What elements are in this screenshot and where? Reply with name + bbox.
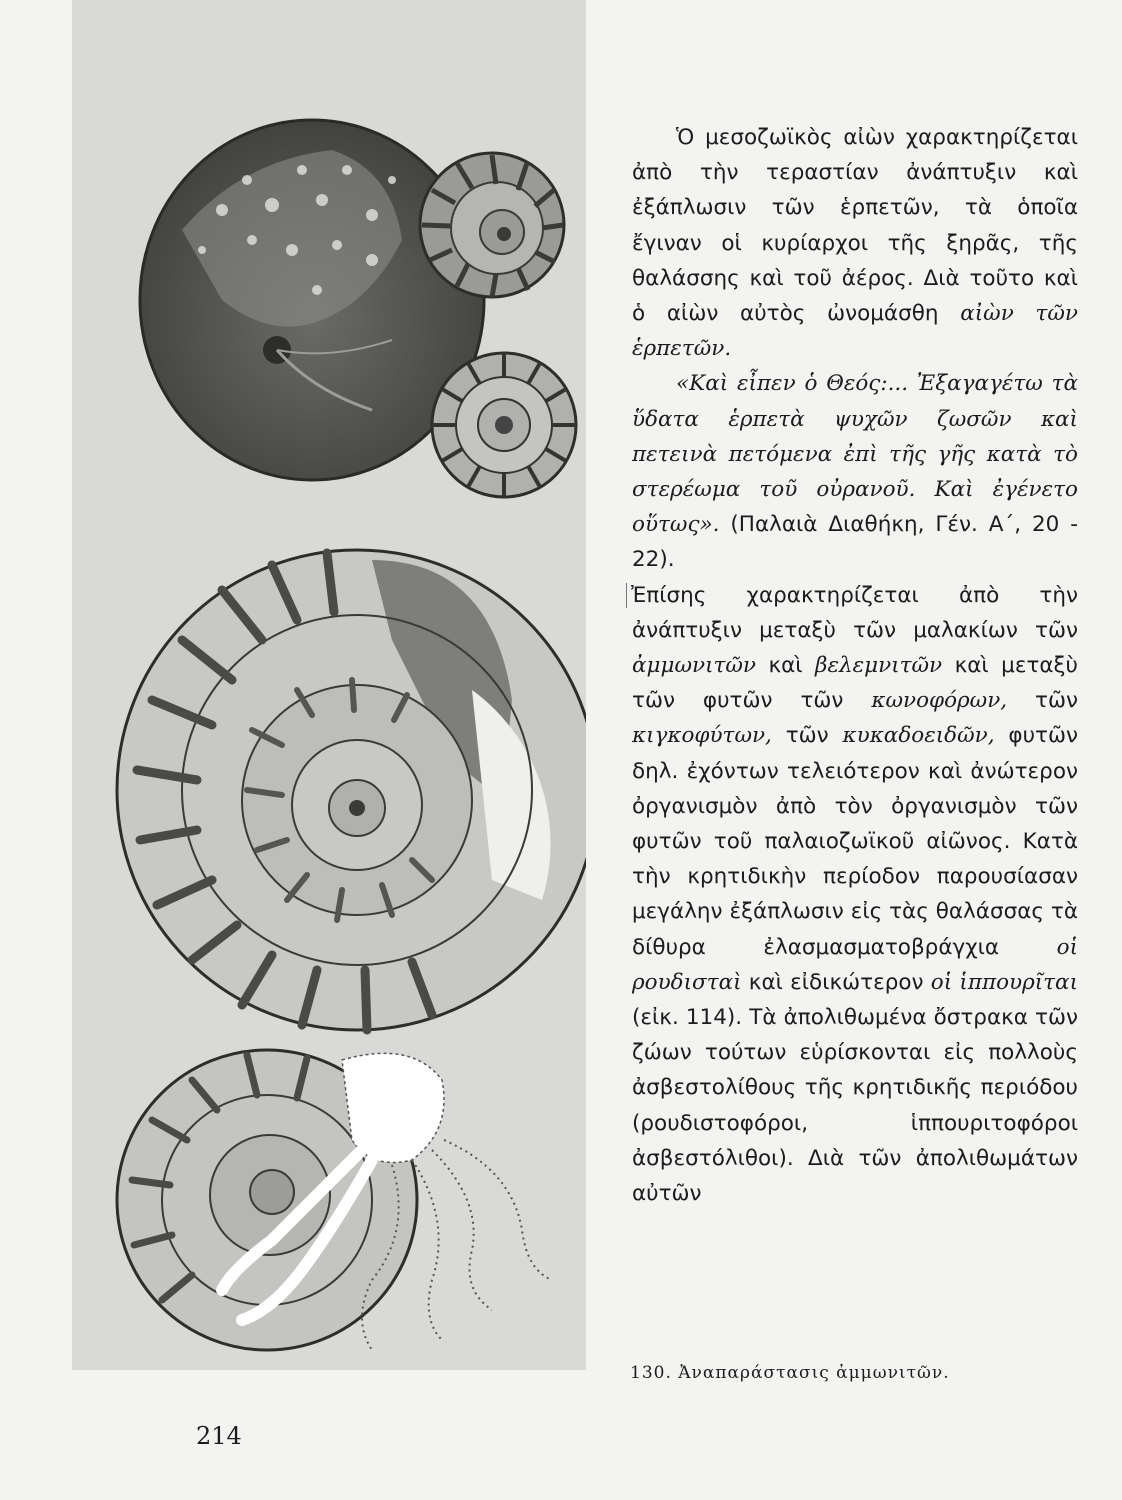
cycads-term: κυκαδοειδῶν, <box>842 723 995 749</box>
genesis-quote: «Καὶ εἶπεν ὁ Θεός:... Ἐξαγαγέτω τὰ ὕδατα ἑρπετὰ ψυχῶν ζωσῶν καὶ πετεινὰ πετόμενα ἐπὶ τῆς γῆς κατὰ τὸ στερέωμα τοῦ οὐρανοῦ. Καὶ ἐγένετο οὕτως». <box>632 371 1078 538</box>
page-number: 214 <box>196 1422 242 1450</box>
paragraph-text: τῶν <box>771 723 843 749</box>
reconstructed-ammonite <box>117 1050 552 1350</box>
genesis-reference: (Παλαιὰ Διαθήκη, Γέν. Α΄, 20 - 22). <box>632 512 1078 573</box>
paragraph-text: καὶ μεταξὺ τῶν φυτῶν τῶν <box>632 653 1078 714</box>
paragraph-genesis-quote <box>632 366 1078 577</box>
ammonites-term: ἀμμωνιτῶν <box>632 653 756 679</box>
rudists-term: οἱ ρουδισταὶ <box>632 934 1078 995</box>
fossil-plate <box>72 0 586 1370</box>
figure-caption: 130. Ἀναπαράστασις ἀμμωνιτῶν. <box>630 1363 950 1383</box>
paragraph-text: Ὁ μεσοζωϊκὸς αἰὼν χαρακτηρίζεται ἀπὸ τὴν τεραστίαν ἀνάπτυξιν καὶ ἐξάπλωσιν τῶν ἑρπετῶν, τὰ ὁποῖα ἔγιναν οἱ κυρίαρχοι τῆς ξηρᾶς, τῆς θαλάσσης καὶ τοῦ ἀέρος. Διὰ τοῦτο καὶ ὁ αἰὼν αὐτὸς ὠνομάσθη <box>632 125 1078 327</box>
tiny-ammonite-fossil <box>432 353 576 497</box>
small-ammonite-fossil <box>420 153 564 297</box>
hippurites-term: οἱ ἱππουρῖται <box>930 969 1079 995</box>
age-of-reptiles-italic: αἰὼν τῶν ἑρπετῶν. <box>632 301 1078 362</box>
body-text <box>632 120 1078 1211</box>
ribbed-ammonite-fossil <box>117 550 586 1030</box>
paragraph-text: καὶ εἰδικώτερον <box>741 969 931 995</box>
paragraph-text: φυτῶν δηλ. ἐχόντων τελειότερον καὶ ἀνώτερον ὀργανισμὸν ἀπὸ τὸν ὀργανισμὸν τῶν φυτῶν τοῦ παλαιοζωϊκοῦ αἰῶνος. Κατὰ τὴν κρητιδικὴν περίοδον παρουσίασαν μεγάλην ἐξάπλωσιν εἰς τὰς θαλάσσας τὰ δίθυρα ἐλασμασματοβράγχια <box>632 723 1078 960</box>
ginkgophytes-term: κιγκοφύτων, <box>632 723 772 749</box>
conifers-term: κωνοφόρων, <box>871 688 1008 714</box>
paragraph-text: (εἰκ. 114). Τὰ ἀπολιθωμένα ὄστρακα τῶν ζώων τούτων εὑρίσκονται εἰς πολλοὺς ἀσβεστολίθους τῆς κρητιδικῆς περιόδου (ρουδιστοφόροι, ἱππουριτοφόροι ἀσβεστόλιθοι). Διὰ τῶν ἀπολιθωμάτων αὐτῶν <box>632 1005 1078 1207</box>
paragraph-text: καὶ <box>756 653 816 679</box>
ammonite-illustrations <box>72 0 586 1370</box>
paragraph-reptiles <box>632 120 1078 366</box>
paragraph-mollusks-plants <box>632 578 1078 1212</box>
belemnites-term: βελεμνιτῶν <box>815 653 943 679</box>
paragraph-text: Ἐπίσης χαρακτηρίζεται ἀπὸ τὴν ἀνάπτυξιν μεταξὺ τῶν μαλακίων τῶν <box>631 582 1078 643</box>
paragraph-text: τῶν <box>1007 688 1079 714</box>
